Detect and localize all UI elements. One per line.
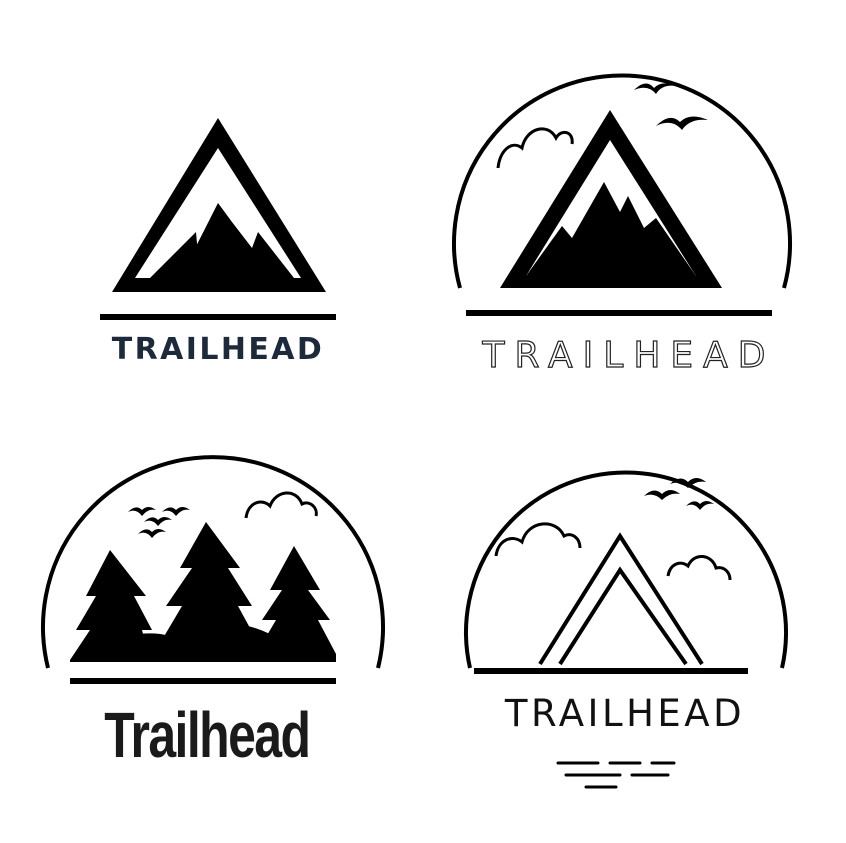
logo-4-wordmark: TRAILHEAD [504, 692, 746, 735]
cloud-icon-2 [246, 493, 316, 518]
logo-2-divider [466, 310, 772, 316]
pine-trees-icon [70, 522, 336, 662]
logo-1-mountain-icon [112, 118, 326, 292]
logo-4-arch [466, 472, 786, 668]
cloud-icon [498, 129, 572, 168]
logo-4-divider [474, 668, 748, 674]
logo-2-mountain-icon [500, 110, 722, 288]
birds-icon [634, 83, 708, 130]
cloud-icon-4 [668, 556, 730, 580]
cloud-icon-3 [496, 524, 580, 556]
birds-icon-2 [128, 507, 190, 538]
tent-icon [540, 536, 702, 664]
logo-3-divider [70, 678, 336, 684]
water-lines [558, 763, 674, 787]
logo-2-wordmark: TRAILHEAD [482, 335, 776, 376]
logo-3-wordmark: Trailhead [104, 699, 310, 771]
logo-1-wordmark: TRAILHEAD [111, 332, 325, 367]
logo-1-divider [100, 314, 336, 320]
